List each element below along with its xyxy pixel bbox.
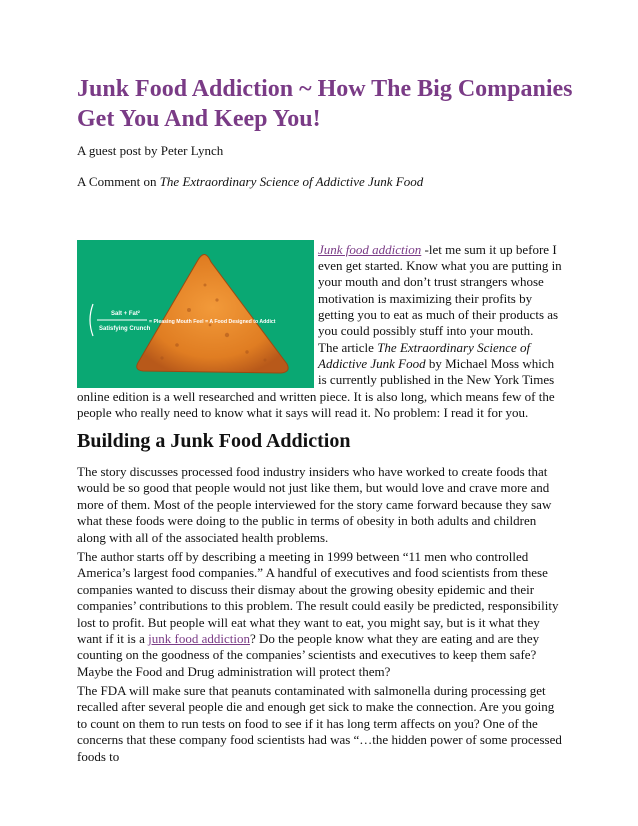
article-title: Junk Food Addiction ~ How The Big Companies Get You And Keep You! bbox=[77, 76, 573, 132]
article-ref-prefix: The article bbox=[318, 340, 378, 355]
meeting-text-before: The author starts off by describing a meeting in 1999 between “11 men who controlled America’s largest food companies.” A handful of executives and food scientists from these companies wanted to discuss their dismay about the growing obesity epidemic and their companies’ contributions to this problem. The result could easily be predicted, responsibility lost to profit. But people will eat what they want to eat, you might say, but is it what they want if it is a bbox=[77, 549, 559, 647]
section-heading: Building a Junk Food Addiction bbox=[77, 430, 351, 452]
byline: A guest post by Peter Lynch bbox=[77, 143, 224, 158]
comment-prefix: A Comment on bbox=[77, 174, 160, 189]
intro-paragraph bbox=[318, 242, 566, 339]
article-ref-source: The Extraordinary Science of Addictive Junk Food bbox=[318, 340, 531, 372]
chip-illustration bbox=[77, 240, 314, 388]
meeting-text-after: ? Do the people know what they are eating and are they counting on the goodness of the companies’ scientists and executives to keep them safe? Maybe the Food and Drug administration will protect them? bbox=[77, 631, 540, 679]
paragraph-meeting bbox=[77, 549, 565, 680]
paragraph-story: The story discusses processed food industry insiders who have worked to create foods that would be so good that people would not just like them, but would love and crave more and more of them. Most of the people interviewed for the story came forward because they saw what these foods were doing to the public in terms of obesity in both adults and children along with all of the associated health problems. bbox=[77, 464, 552, 545]
article-ref-author: by Michael Moss which is currently published in the New York Times bbox=[318, 356, 555, 388]
comment-source: The Extraordinary Science of Addictive Junk Food bbox=[159, 174, 424, 189]
paragraph-fda: The FDA will make sure that peanuts contaminated with salmonella during processing get recalled after several people die and enough get sick to make the connection. Are you going to count on them to run tests on food to see if it has long term affects on you? One of the concerns that these company food scientists had was “…the hidden power of some processed foods to bbox=[77, 683, 562, 764]
formula-top: Salt + Fat² bbox=[111, 311, 140, 317]
formula-bottom: Satisfying Crunch bbox=[99, 326, 151, 332]
junk-food-addiction-inline-link[interactable]: junk food addiction bbox=[148, 631, 250, 647]
intro-text: -let me sum it up before I even get started. Know what you are putting in your mouth and don’t trust strangers whose motivation is maximizing their profits by getting you to eat as much of their products as you could possibly stuff into your mouth. bbox=[318, 242, 562, 339]
article-reference-continued: online edition is a well researched and written piece. It is also long, which means few of the people who really need to know what it says will read it. No problem: I read it for you. bbox=[77, 389, 555, 421]
junk-food-addiction-link[interactable]: Junk food addiction bbox=[318, 242, 422, 257]
formula-bracket bbox=[90, 304, 93, 336]
doritos-chip-image bbox=[77, 240, 314, 388]
comment-line bbox=[77, 173, 423, 190]
formula-result: = Pleasing Mouth Feel = A Food Designed to Addict bbox=[149, 319, 276, 325]
article-reference-paragraph bbox=[318, 340, 566, 389]
chip-shape bbox=[137, 254, 288, 373]
